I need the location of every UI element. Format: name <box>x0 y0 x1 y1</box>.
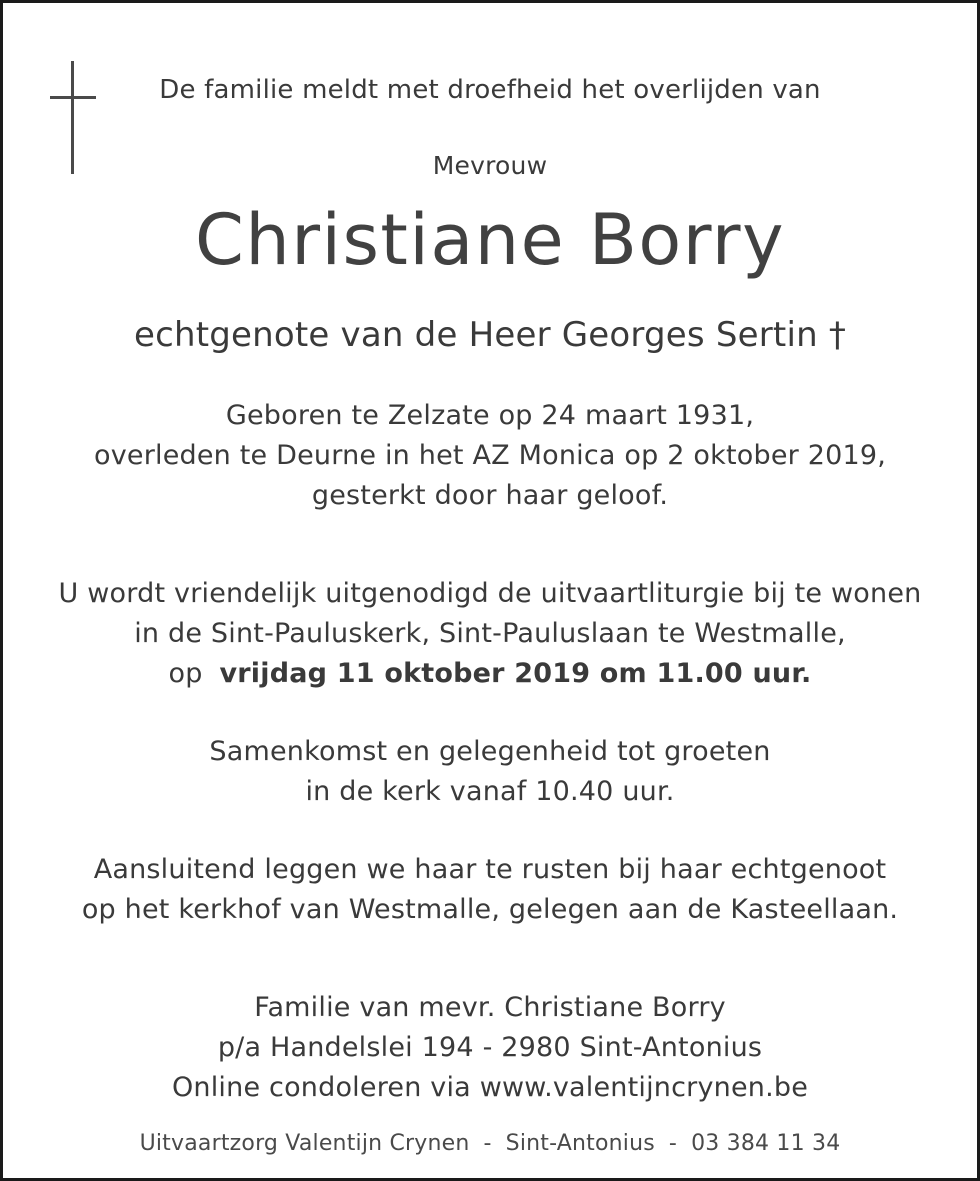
funeral-date-line <box>3 654 977 694</box>
faith-line: gesterkt door haar geloof. <box>311 480 669 511</box>
burial-line-1: Aansluitend leggen we haar te rusten bij haar echtgenoot <box>93 854 887 885</box>
burial-paragraph <box>3 850 977 930</box>
undertaker-name: Uitvaartzorg Valentijn Crynen <box>139 1131 470 1156</box>
contact-paragraph <box>3 988 977 1108</box>
footer-separator: - <box>668 1131 678 1156</box>
announcement-text: De familie meldt met droefheid het overlijden van <box>159 75 821 105</box>
spouse-text: echtgenote van de Heer Georges Sertin † <box>133 315 847 355</box>
address-line: p/a Handelslei 194 - 2980 Sint-Antonius <box>217 1032 763 1063</box>
funeral-invite-line: U wordt vriendelijk uitgenodigd de uitvaartliturgie bij te wonen <box>58 578 922 609</box>
undertaker-phone: 03 384 11 34 <box>691 1131 841 1156</box>
undertaker-place: Sint-Antonius <box>505 1131 655 1156</box>
funeral-location-line: in de Sint-Pauluskerk, Sint-Pauluslaan te Westmalle, <box>134 618 846 649</box>
family-contact-line: Familie van mevr. Christiane Borry <box>254 992 726 1023</box>
honorific-title: Mevrouw <box>432 151 548 180</box>
deceased-name: Christiane Borry <box>194 199 785 281</box>
gathering-line-2: in de kerk vanaf 10.40 uur. <box>305 776 675 807</box>
undertaker-footer <box>3 1131 977 1156</box>
birth-death-paragraph <box>3 396 977 516</box>
footer-separator: - <box>483 1131 492 1156</box>
death-line: overleden te Deurne in het AZ Monica op 2 oktober 2019, <box>93 440 887 471</box>
gathering-line-1: Samenkomst en gelegenheid tot groeten <box>209 736 771 767</box>
burial-line-2: op het kerkhof van Westmalle, gelegen aan de Kasteellaan. <box>81 894 899 925</box>
funeral-date-prefix: op <box>168 658 203 689</box>
condolence-line: Online condoleren via www.valentijncrynen.be <box>171 1072 809 1103</box>
gathering-paragraph <box>3 732 977 812</box>
funeral-paragraph <box>3 574 977 694</box>
birth-line: Geboren te Zelzate op 24 maart 1931, <box>225 400 755 431</box>
funeral-date: vrijdag 11 oktober 2019 om 11.00 uur. <box>219 658 812 689</box>
